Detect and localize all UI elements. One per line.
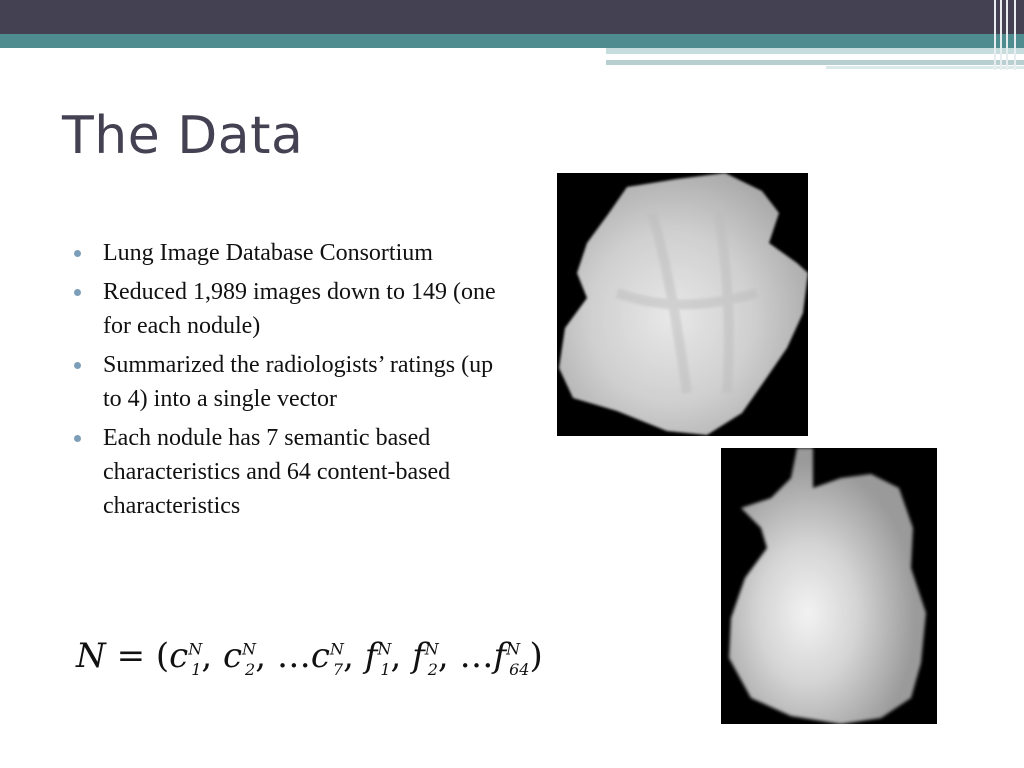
bullet-dot-icon [74,289,81,296]
header-stripe [606,48,1024,54]
formula-lhs: N [76,636,106,676]
feature-vector-formula: $N = (c^N_1$, $c^N_2$, $\dots c^N_7$, $f^N_1$, $f^N_2$, $\dots f^N_{64}$) [76,636,543,679]
bullet-item [72,348,512,416]
bullet-text: Reduced 1,989 images down to 149 (one for each nodule) [103,279,496,339]
formula-term: $c^N_2$ [223,636,257,679]
header-vertical-bars [990,0,1024,70]
formula-term: $f^N_{64}$ [493,636,530,679]
bullet-item [72,421,512,523]
slide-title: The Data [62,106,304,166]
bullet-dot-icon [74,250,81,257]
nodule-image-2 [721,448,937,724]
bullet-text: Lung Image Database Consortium [103,240,433,266]
bullet-item [72,236,512,270]
bullet-list [72,236,512,528]
bullet-text: Each nodule has 7 semantic based characteristics and 64 content-based characteristics [103,425,451,519]
bullet-dot-icon [74,362,81,369]
formula-term: $c^N_7$ [310,636,344,679]
nodule-image-1 [557,173,808,436]
header-stripe [606,55,948,57]
formula-term: $f^N_2$ [412,636,439,679]
header-stripe [606,60,1024,65]
bullet-text: Summarized the radiologists’ ratings (up to 4) into a single vector [103,352,494,412]
header-band-teal [0,34,1024,48]
formula-term: $c^N_1$ [169,636,203,679]
bullet-dot-icon [74,435,81,442]
bullet-item [72,275,512,343]
formula-term: $f^N_1$ [364,636,392,679]
header-band-dark [0,0,1024,34]
formula-equals: = [116,636,146,676]
